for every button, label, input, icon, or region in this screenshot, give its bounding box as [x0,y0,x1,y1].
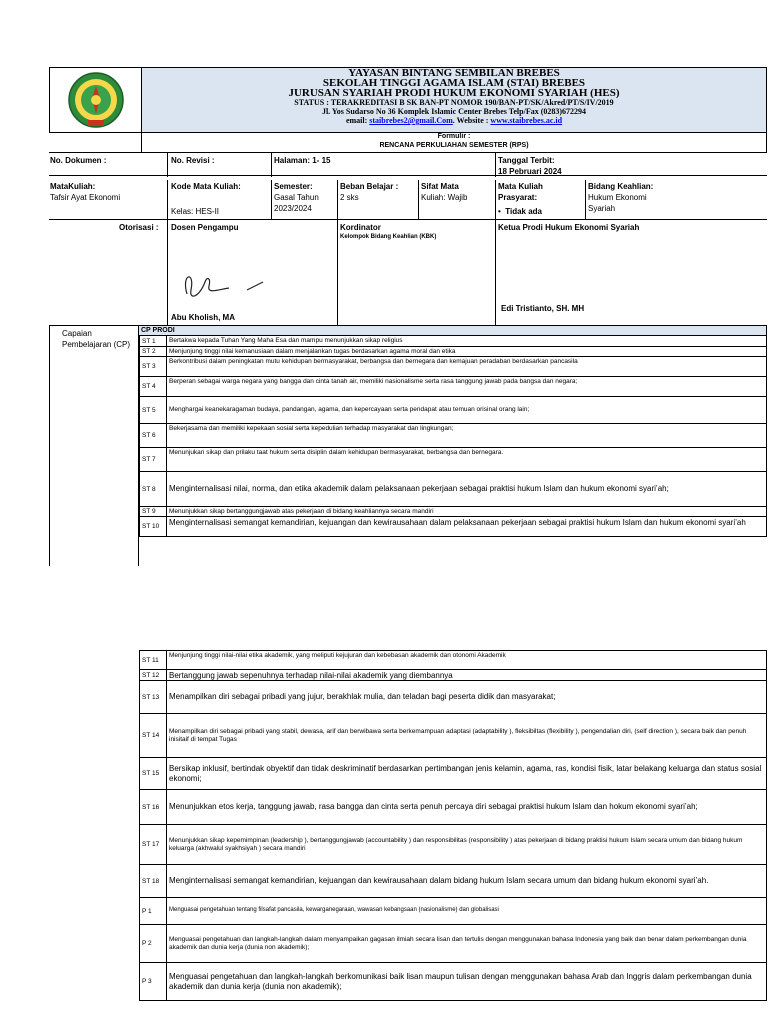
cp-side-label-2: Pembelajaran (CP) [62,340,131,349]
cp-row-code: ST 8 [139,472,167,507]
cp-row-text: Menjunjung tinggi nilai kemanusiaan dalam menjalankan tugas berdasarkan agama moral dan etika [167,347,767,357]
tanggal-terbit: 18 Pebruari 2024 [498,167,562,176]
cp-row-code: ST 13 [139,681,167,714]
form-title-box [141,132,767,153]
cp-row-code: ST 10 [139,517,167,537]
kordinator-sub: Kelompok Bidang Keahlian (KBK) [340,234,437,240]
dosen-name: Abu Kholish, MA [171,313,235,322]
cp-row-code: P 3 [139,963,167,1001]
address: Jl. Yos Sudarso No 36 Komplek Islamic Center Brebes Telp/Fax (0283)672294 [321,107,587,116]
cp-row-text: Bekerjasama dan memiliki kepekaan sosial serta kepedulian terhadap masyarakat dan lingkungan; [167,424,767,448]
cp-row-text: Bertanggung jawab sepenuhnya terhadap nilai-nilai akademik yang diembannya [167,670,767,681]
cp-row-text: Berkontribusi dalam peningkatan mutu kehidupan bermasyarakat, berbangsa dan bernegara dan kemajuan peradaban berdasarkan pancasila [167,357,767,377]
otorisasi-row [49,220,767,326]
cp-row-code: ST 15 [139,758,167,790]
cp-row-code: ST 9 [139,507,167,517]
contact-line [142,116,766,125]
sifat-value: Kuliah: Wajib [421,193,468,202]
cp-row-text: Bertakwa kepada Tuhan Yang Maha Esa dan mampu menunjukkan sikap religius [167,336,767,347]
cp-row-code: ST 1 [139,336,167,347]
no-revisi: No. Revisi : [171,156,215,165]
school-name: SEKOLAH TINGGI AGAMA ISLAM (STAI) BREBES [322,77,586,89]
prasyarat-label-2: Prasyarat: [498,193,538,202]
semester-label: Semester: [274,182,313,191]
cp-row-code: ST 6 [139,424,167,448]
signature-image [177,264,277,304]
logo-cell [50,68,142,132]
cp-row-text: Bersikap inklusif, bertindak obyektif dan tidak deskriminatif berdasarkan pertimbangan jenis kelamin, agama, ras, kondisi fisik, latar belakang keluarga dan status sosial ekonomi; [167,758,767,790]
prasyarat-label-1: Mata Kuliah [498,182,543,191]
cp-row-text: Menampilkan diri sebagai pribadi yang stabil, dewasa, arif dan berwibawa serta berkemampuan adaptasi (adaptability ), fleksibiltas (flexibility ), pengendalian diri, (self direction ), secara baik dan penuh inisitaif di tempat Tugas [167,714,767,758]
cp-row-code: ST 2 [139,347,167,357]
cp-row-text: Menunjukkan sikap kepemimpinan (leadership ), bertanggungjawab (accountability ) dan responsibilitas (responsibility ) atas pekerjaan di bidang praktisi hukum Islam secara umum dan bidang hukum keluarga (akhwalul syakhsiyah ) secara mandiri [167,825,767,865]
formulir-label: Formulir : [437,133,471,140]
accreditation-status: STATUS : TERAKREDITASI B SK BAN-PT NOMOR 190/BAN-PT/SK/Akred/PT/S/IV/2019 [294,98,614,107]
cp-row-text: Menguasai pengetahuan dan langkah-langkah dalam menyampaikan gagasan ilmiah secara lisan dan tertulis dengan menggunakan bahasa Indonesia yang baik dan benar dalam perkembangan dunia akademik dan dunia kerja (dunia non akademik); [167,925,767,963]
no-dokumen: No. Dokumen : [50,156,107,165]
ketua-label: Ketua Prodi Hukum Ekonomi Syariah [498,223,640,232]
cp-row-text: Menginternalisasi nilai, norma, dan etika akademik dalam pelaksanaan pekerjaan sebagai praktisi hukum Islam dan hukum ekonomi syari’ah; [167,472,767,507]
bidang-label: Bidang Keahlian: [588,182,654,191]
foundation-name: YAYASAN BINTANG SEMBILAN BREBES [348,67,560,79]
cp-header [139,326,767,336]
cp-side-label [49,326,139,566]
matakuliah-value: Tafsir Ayat Ekonomi [50,193,121,202]
cp-row-text: Menghargai keanekaragaman budaya, pandangan, agama, dan kepercayaan serta pendapat atau temuan orisinal orang lain; [167,397,767,424]
semester-year: 2023/2024 [274,204,312,213]
cp-row-text: Menguasai pengetahuan tentang filsafat pancasila, kewarganegaraan, wawasan kebangsaan (nasionalisme) dan globalisasi [167,898,767,925]
cp-row-text: Menguasai pengetahuan dan langkah-langkah berkomunikasi baik lisan maupun tulisan dengan menggunakan bahasa Arab dan Inggris dalam perkembangan dunia akademik dan dunia kerja (dunia non akademik); [167,963,767,1001]
cp-row-code: ST 4 [139,377,167,397]
cp-row-code: ST 18 [139,865,167,898]
course-row [49,180,767,220]
tanggal-label: Tanggal Terbit: [498,156,555,165]
kode-label: Kode Mata Kuliah: [171,182,241,191]
cp-row-code: P 2 [139,925,167,963]
cp-row-code: P 1 [139,898,167,925]
prasyarat-value: • Tidak ada [498,207,543,216]
dosen-label: Dosen Pengampu [171,223,239,232]
header-box [49,67,767,133]
beban-label: Beban Belajar : [340,182,399,191]
cp-row-code: ST 5 [139,397,167,424]
kode-value: Kelas: HES-II [171,207,220,216]
cp-header-label: CP PRODI [141,327,175,334]
cp-row-code: ST 7 [139,448,167,472]
cp-row-code: ST 3 [139,357,167,377]
beban-value: 2 sks [340,193,359,202]
cp-row-code: ST 12 [139,670,167,681]
cp-row-text: Menunjukan sikap dan prilaku taat hukum serta disiplin dalam kehidupan bermasyarakat, berbangsa dan bernegara. [167,448,767,472]
cp-row-text: Menampilkan diri sebagai pribadi yang jujur, berakhlak mulia, dan teladan bagi peserta didik dan masyarakat; [167,681,767,714]
department-name: JURUSAN SYARIAH PRODI HUKUM EKONOMI SYARIAH (HES) [288,87,620,99]
kordinator-label: Kordinator [340,223,381,232]
institution-logo-icon [61,70,131,130]
otorisasi-label: Otorisasi : [119,223,159,232]
cp-row-text: Menginternalisasi semangat kemandirian, kejuangan dan kewirausahaan dalam pelaksanaan pekerjaan sebagai praktisi hukum Islam dan hukum ekonomi syari’ah [167,517,767,537]
header-title-block [142,68,766,132]
bidang-value-1: Hukum Ekonomi [588,193,647,202]
cp-row-text: Menunjukkan etos kerja, tanggung jawab, rasa bangga dan cinta serta penuh percaya diri sebagai praktisi hukum Islam dan hokum ekonomi syari’ah; [167,790,767,825]
email-label: email: [345,116,370,125]
email-link[interactable]: staibrebes2@gmail.Com [369,116,453,125]
cp-row-text: Menginternalisasi semangat kemandirian, kejuangan dan kewirausahaan dalam bidang hukum Islam secara umum dan bidang hukum ekonomi syari’ah. [167,865,767,898]
cp-row-text: Berperan sebagai warga negara yang bangga dan cinta tanah air, memiliki nasionalisme serta rasa tanggung jawab pada bangsa dan negara; [167,377,767,397]
form-title: RENCANA PERKULIAHAN SEMESTER (RPS) [379,142,529,149]
sifat-label: Sifat Mata [421,182,459,191]
meta-row [49,152,767,176]
cp-side-label-1: Capaian [62,329,92,338]
halaman: Halaman: 1- 15 [274,156,331,165]
cp-row-text: Menjunjung tinggi nilai-nilai etika akademik, yang meliputi kejujuran dan kebebasan akademik dan otonomi Akademik [167,650,767,670]
semester-value: Gasal Tahun [274,193,319,202]
cp-row-code: ST 14 [139,714,167,758]
bidang-value-2: Syariah [588,204,616,213]
cp-row-code: ST 16 [139,790,167,825]
cp-row-text: Menunjukkan sikap bertanggungjawab atas pekerjaan di bidang keahliannya secara mandiri [167,507,767,517]
website-link[interactable]: www.staibrebes.ac.id [490,116,563,125]
website-label: . Website : [452,116,491,125]
cp-row-code: ST 17 [139,825,167,865]
cp-row-code: ST 11 [139,650,167,670]
matakuliah-label: MataKuliah: [50,182,96,191]
ketua-name: Edi Tristianto, SH. MH [501,304,585,313]
